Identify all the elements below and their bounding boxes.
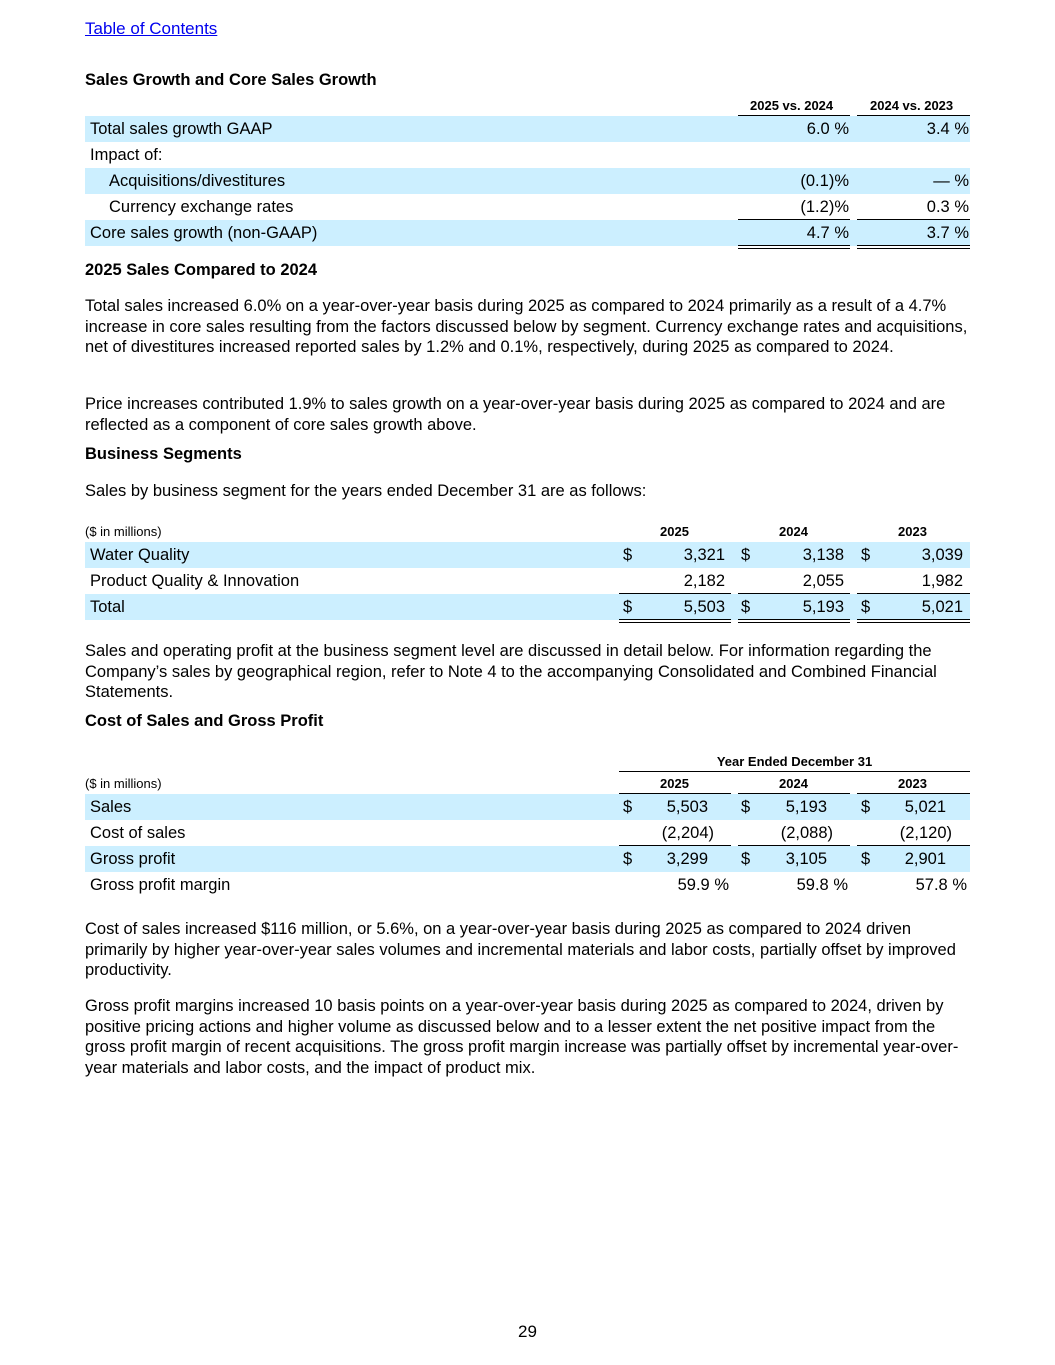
value-cell: 57.8 % — [915, 876, 967, 894]
value-cell: 3,321 — [683, 546, 725, 564]
currency-symbol: $ — [741, 546, 751, 564]
table-row — [85, 594, 970, 620]
row-label: Sales — [90, 798, 132, 816]
currency-symbol: $ — [861, 850, 871, 868]
value-cell: — % — [933, 172, 969, 190]
table-row — [85, 794, 970, 820]
col-header-2025-vs-2024: 2025 vs. 2024 — [750, 98, 834, 113]
value-cell: 6.0 % — [806, 120, 849, 138]
value-cell: 3,105 — [785, 850, 827, 868]
value-cell: (2,088) — [780, 824, 833, 842]
currency-symbol: $ — [741, 850, 751, 868]
currency-symbol: $ — [741, 798, 751, 816]
row-label: Product Quality & Innovation — [90, 572, 300, 590]
currency-symbol: $ — [623, 798, 633, 816]
paragraph: Sales and operating profit at the business segment level are discussed in detail below. For information regarding the Company’s sales by geographical region, refer to Note 4 to the accompanying Consolidated and Combined Financial Statements. — [85, 642, 937, 702]
table-row — [85, 142, 970, 168]
section-heading-cost-of-sales: Cost of Sales and Gross Profit — [85, 712, 324, 730]
col-header-year: 2024 — [779, 524, 808, 539]
col-header-year: 2025 — [660, 776, 689, 791]
paragraph: Total sales increased 6.0% on a year-over-year basis during 2025 as compared to 2024 primarily as a result of a 4.7% increase in core sales resulting from the factors discussed below by segment. Currency exchange rates and acquisitions, net of divestitures increased reported sales by 1.2% and 0.1%, respectively, during 2025 as compared to 2024. — [85, 297, 968, 357]
value-cell: 0.3 % — [926, 198, 969, 216]
value-cell: 5,503 — [683, 598, 725, 616]
value-cell: 5,503 — [666, 798, 708, 816]
currency-symbol: $ — [741, 598, 751, 616]
value-cell: 3.7 % — [926, 224, 969, 242]
sales-growth-table — [85, 94, 970, 246]
value-cell: 5,021 — [904, 798, 946, 816]
value-cell: 3,039 — [921, 546, 963, 564]
currency-symbol: $ — [861, 798, 871, 816]
row-label: Cost of sales — [90, 824, 186, 842]
value-cell: 59.8 % — [796, 876, 848, 894]
value-cell: (1.2)% — [800, 198, 849, 216]
col-header-year: 2023 — [898, 524, 927, 539]
section-heading-business-segments: Business Segments — [85, 445, 242, 463]
row-label: Total sales growth GAAP — [90, 120, 273, 138]
row-label: Core sales growth (non-GAAP) — [90, 224, 318, 242]
row-label: Impact of: — [90, 146, 163, 164]
row-label: Gross profit margin — [90, 876, 231, 894]
currency-symbol: $ — [861, 546, 871, 564]
table-header-row — [85, 772, 970, 794]
table-span-header-row — [85, 750, 970, 772]
col-header-year: 2025 — [660, 524, 689, 539]
table-row — [85, 116, 970, 142]
table-row — [85, 846, 970, 872]
value-cell: 1,982 — [921, 572, 963, 590]
table-of-contents-link[interactable]: Table of Contents — [85, 19, 218, 38]
page-number: 29 — [518, 1322, 537, 1341]
value-cell: 59.9 % — [677, 876, 729, 894]
table-header-row — [85, 520, 970, 542]
paragraph: Cost of sales increased $116 million, or 5.6%, on a year-over-year basis during 2025 as compared to 2024 driven primarily by higher year-over-year sales volumes and incremental materials and labor costs, partially offset by improved productivity. — [85, 920, 956, 980]
currency-symbol: $ — [623, 850, 633, 868]
paragraph: Price increases contributed 1.9% to sales growth on a year-over-year basis during 2025 as compared to 2024 and are reflected as a component of core sales growth above. — [85, 395, 946, 434]
cost-of-sales-table — [85, 750, 970, 898]
value-cell: 2,055 — [802, 572, 844, 590]
col-header-year: 2023 — [898, 776, 927, 791]
span-header-year-ended: Year Ended December 31 — [716, 754, 873, 769]
unit-label: ($ in millions) — [85, 524, 162, 539]
unit-label: ($ in millions) — [85, 776, 162, 791]
value-cell: (2,204) — [661, 824, 714, 842]
value-cell: 5,193 — [802, 598, 844, 616]
row-label: Total — [90, 598, 125, 616]
table-row — [85, 194, 970, 220]
paragraph: Sales by business segment for the years ended December 31 are as follows: — [85, 482, 647, 500]
col-header-year: 2024 — [779, 776, 808, 791]
row-label: Acquisitions/divestitures — [109, 172, 286, 190]
row-label: Gross profit — [90, 850, 176, 868]
value-cell: (0.1)% — [800, 172, 849, 190]
value-cell: (2,120) — [899, 824, 952, 842]
table-row — [85, 568, 970, 594]
value-cell: 3,138 — [802, 546, 844, 564]
value-cell: 2,182 — [683, 572, 725, 590]
segment-sales-table — [85, 520, 970, 620]
col-header-2024-vs-2023: 2024 vs. 2023 — [870, 98, 954, 113]
currency-symbol: $ — [623, 546, 633, 564]
value-cell: 3.4 % — [926, 120, 969, 138]
currency-symbol: $ — [861, 598, 871, 616]
paragraph: Gross profit margins increased 10 basis points on a year-over-year basis during 2025 as compared to 2024, driven by positive pricing actions and higher volume as discussed below and to a lesser extent the net positive impact from the gross profit margin of recent acquisitions. The gross profit margin increase was partially offset by incremental year-over-year materials and labor costs, and the impact of product mix. — [85, 997, 959, 1077]
value-cell: 2,901 — [904, 850, 946, 868]
value-cell: 3,299 — [666, 850, 708, 868]
section-heading-sales-growth: Sales Growth and Core Sales Growth — [85, 71, 377, 89]
table-row — [85, 168, 970, 194]
table-row — [85, 872, 970, 898]
section-heading-2025-sales: 2025 Sales Compared to 2024 — [85, 261, 318, 279]
row-label: Currency exchange rates — [109, 198, 294, 216]
table-row — [85, 820, 970, 846]
currency-symbol: $ — [623, 598, 633, 616]
row-label: Water Quality — [90, 546, 190, 564]
table-row — [85, 542, 970, 568]
value-cell: 4.7 % — [806, 224, 849, 242]
table-row — [85, 220, 970, 246]
table-header-row — [85, 94, 970, 116]
value-cell: 5,021 — [921, 598, 963, 616]
value-cell: 5,193 — [785, 798, 827, 816]
